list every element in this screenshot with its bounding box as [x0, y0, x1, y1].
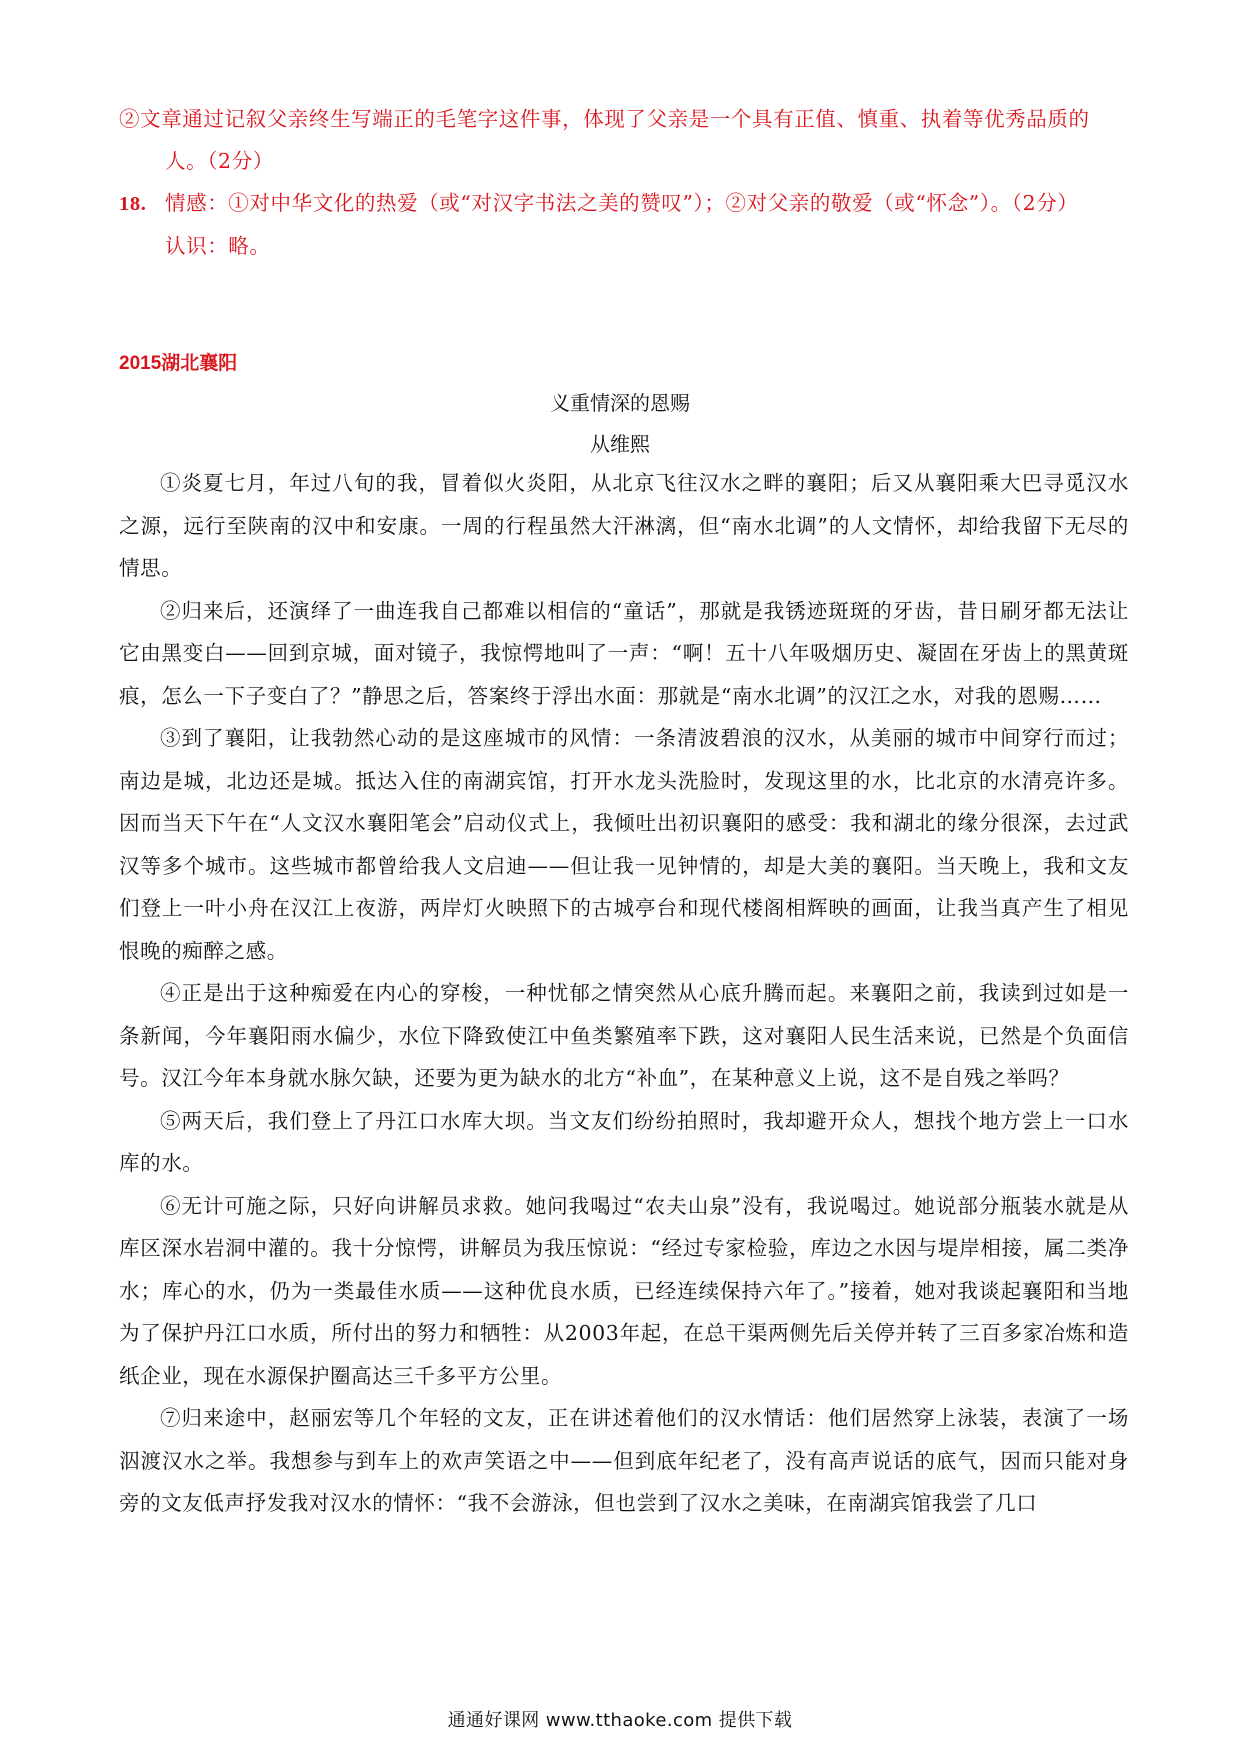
paragraph-4: ④正是出于这种痴爱在内心的穿梭，一种忧郁之情突然从心底升腾而起。来襄阳之前，我读到过如是一条新闻，今年襄阳雨水偏少，水位下降致使江中鱼类繁殖率下跌，这对襄阳人民生活来说，已然是个负面信号。汉江今年本身就水脉欠缺，还要为更为缺水的北方“补血”，在某种意义上说，这不是自残之举吗？: [119, 981, 1129, 1090]
answer-2-line-2: 人。（2分）: [165, 149, 274, 173]
answer-2-block: [119, 98, 1129, 182]
section-label: 2015湖北襄阳: [119, 353, 238, 374]
answer-18-block: [119, 182, 1129, 267]
article-body: [119, 462, 1129, 1525]
page-footer: 通通好课网 www.tthaoke.com 提供下载: [447, 1710, 793, 1731]
article-author: 从维熙: [590, 432, 650, 456]
paragraph-7: ⑦归来途中，赵丽宏等几个年轻的文友，正在讲述着他们的汉水情话：他们居然穿上泳装，表演了一场泅渡汉水之举。我想参与到车上的欢声笑语之中——但到底年纪老了，没有高声说话的底气，因而只能对身旁的文友低声抒发我对汉水的情怀：“我不会游泳，但也尝到了汉水之美味，在南湖宾馆我尝了几口: [119, 1406, 1129, 1515]
article-title: 义重情深的恩赐: [550, 391, 690, 415]
answer-18-line-2: 认识：略。: [165, 234, 271, 258]
paragraph-5: ⑤两天后，我们登上了丹江口水库大坝。当文友们纷纷拍照时，我却避开众人，想找个地方尝上一口水库的水。: [119, 1108, 1129, 1175]
answer-2-line-1: ②文章通过记叙父亲终生写端正的毛笔字这件事，体现了父亲是一个具有正值、慎重、执着等优秀品质的: [119, 107, 1090, 131]
answer-18-text: 情感：①对中华文化的热爱（或“对汉字书法之美的赞叹”）；②对父亲的敬爱（或“怀念”）。（2分）: [165, 191, 1079, 215]
paragraph-6: ⑥无计可施之际，只好向讲解员求救。她问我喝过“农夫山泉”没有，我说喝过。她说部分瓶装水就是从库区深水岩洞中灌的。我十分惊愕，讲解员为我压惊说：“经过专家检验，库边之水因与堤岸相接，属二类净水；库心的水，仍为一类最佳水质——这种优良水质，已经连续保持六年了。”接着，她对我谈起襄阳和当地为了保护丹江口水质，所付出的努力和牺牲：从2003年起，在总干渠两侧先后关停并转了三百多家冶炼和造纸企业，现在水源保护圈高达三千多平方公里。: [119, 1193, 1129, 1388]
paragraph-2: ②归来后，还演绎了一曲连我自己都难以相信的“童话”，那就是我锈迹斑斑的牙齿，昔日刷牙都无法让它由黑变白——回到京城，面对镜子，我惊愕地叫了一声：“啊！五十八年吸烟历史、凝固在牙齿上的黑黄斑痕，怎么一下子变白了？”静思之后，答案终于浮出水面：那就是“南水北调”的汉江之水，对我的恩赐……: [119, 598, 1129, 708]
question-number: 18.: [119, 193, 147, 215]
paragraph-1: ①炎夏七月，年过八旬的我，冒着似火炎阳，从北京飞往汉水之畔的襄阳；后又从襄阳乘大巴寻觅汉水之源，远行至陕南的汉中和安康。一周的行程虽然大汗淋漓，但“南水北调”的人文情怀，却给我留下无尽的情思。: [119, 471, 1129, 580]
paragraph-3: ③到了襄阳，让我勃然心动的是这座城市的风情：一条清波碧浪的汉水，从美丽的城市中间穿行而过；南边是城，北边还是城。抵达入住的南湖宾馆，打开水龙头洗脸时，发现这里的水，比北京的水清亮许多。因而当天下午在“人文汉水襄阳笔会”启动仪式上，我倾吐出初识襄阳的感受：我和湖北的缘分很深，去过武汉等多个城市。这些城市都曾给我人文启迪——但让我一见钟情的，却是大美的襄阳。当天晚上，我和文友们登上一叶小舟在汉江上夜游，两岸灯火映照下的古城亭台和现代楼阁相辉映的画面，让我当真产生了相见恨晚的痴醉之感。: [119, 726, 1129, 963]
answer-18-line-1: [119, 182, 1129, 225]
